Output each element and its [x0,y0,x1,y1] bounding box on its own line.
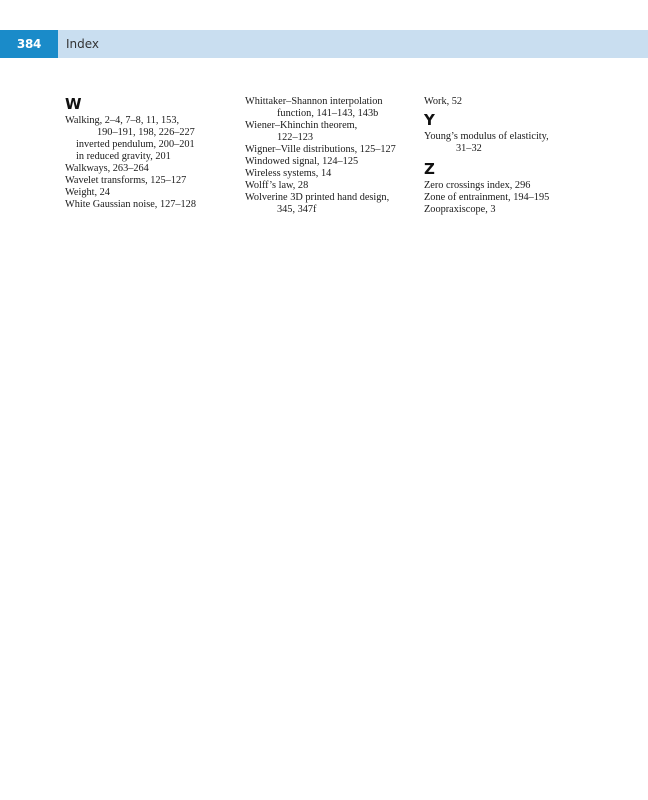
index-entry: Windowed signal, 124–125 [245,156,359,167]
index-column-1 [65,96,235,211]
index-entry: Wireless systems, 14 [245,168,332,179]
index-letter-heading: W [65,95,82,113]
index-entry-text: Walking, 2–4, 7–8, 11, 153, [65,115,180,126]
index-entry: Zone of entrainment, 194–195 [424,192,550,203]
index-entry-text: Wiener–Khinchin theorem, [245,120,358,131]
index-entry-text: Whittaker–Shannon interpolation [245,96,383,107]
index-entry-text: Young’s modulus of elasticity, [424,131,549,142]
index-entry-continuation: 345, 347f [277,204,317,215]
index-letter-heading: Y [424,111,435,129]
index-entry [245,96,415,120]
page-number: 384 [0,30,58,58]
index-column-2 [245,96,415,216]
index-entry: Zero crossings index, 296 [424,180,531,191]
index-entry: Zoopraxiscope, 3 [424,204,496,215]
index-entry: Wigner–Ville distributions, 125–127 [245,144,396,155]
index-entry [245,120,415,144]
index-entry: Work, 52 [424,96,463,107]
index-entry-continuation: function, 141–143, 143b [277,108,379,119]
running-header [0,30,648,58]
index-entry: Wavelet transforms, 125–127 [65,175,187,186]
index-entry: Walkways, 263–264 [65,163,149,174]
index-entry-text: Wolverine 3D printed hand design, [245,192,390,203]
index-entry: Wolff’s law, 28 [245,180,309,191]
index-entry [245,192,415,216]
index-entry-continuation: 190–191, 198, 226–227 [97,127,195,138]
index-subentry: in reduced gravity, 201 [76,151,171,162]
index-subentry: inverted pendulum, 200–201 [76,139,195,150]
index-entry: White Gaussian noise, 127–128 [65,199,196,210]
index-column-3 [424,96,594,216]
index-entry-continuation: 122–123 [277,132,314,143]
index-entry [65,115,235,139]
index-entry-continuation: 31–32 [456,143,482,154]
index-entry: Weight, 24 [65,187,110,198]
running-head-title: Index [66,37,100,51]
index-entry [424,131,594,155]
index-letter-heading: Z [424,160,435,178]
